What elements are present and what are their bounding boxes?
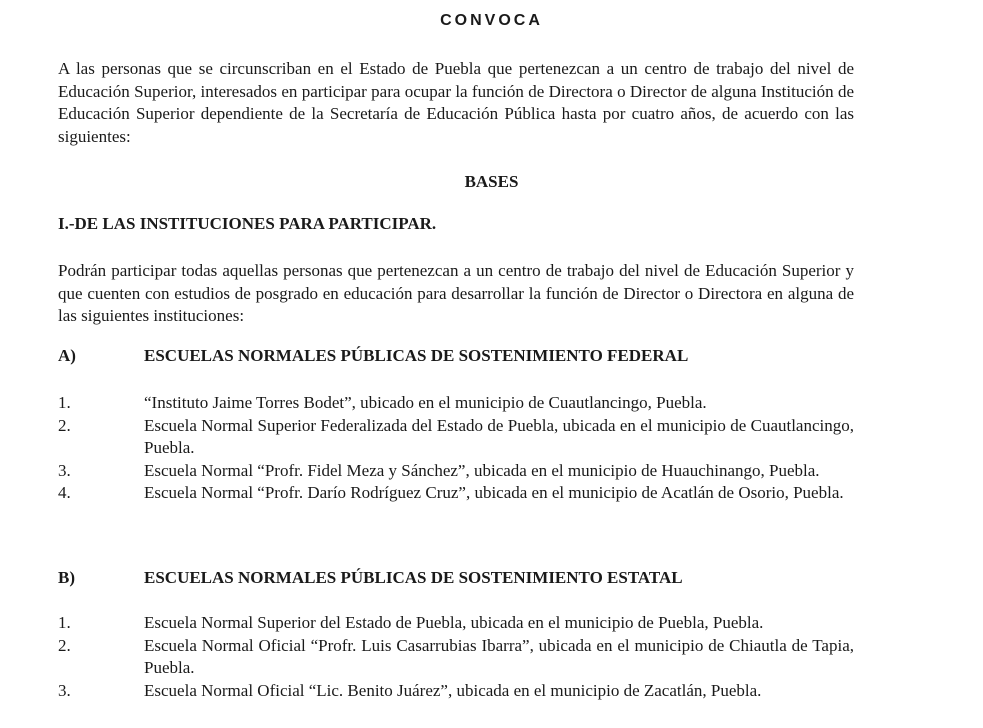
- section-b-list: [58, 612, 858, 702]
- list-item-text: Escuela Normal Superior Federalizada del Estado de Puebla, ubicada en el municipio de Cuautlancingo, Puebla.: [144, 415, 854, 458]
- list-item: [58, 460, 858, 483]
- list-item-text: Escuela Normal Superior del Estado de Puebla, ubicada en el municipio de Puebla, Puebla.: [144, 613, 764, 632]
- list-item: [58, 482, 858, 505]
- list-item-number: 3.: [58, 680, 71, 700]
- section-b-letter: B): [58, 568, 75, 587]
- bases-heading: BASES: [464, 172, 519, 191]
- section-1-paragraph: Podrán participar todas aquellas personas que pertenezcan a un centro de trabajo del nivel de Educación Superior y que cuenten con estudios de posgrado en educación para desarrollar la función de Director o Directora en alguna de las siguientes instituciones:: [58, 261, 854, 326]
- list-item: [58, 635, 858, 680]
- list-item: [58, 612, 858, 635]
- list-item-number: 4.: [58, 483, 71, 503]
- list-item: [58, 415, 858, 460]
- section-b-title: ESCUELAS NORMALES PÚBLICAS DE SOSTENIMIENTO ESTATAL: [144, 568, 683, 587]
- section-1-title: I.-DE LAS INSTITUCIONES PARA PARTICIPAR.: [58, 214, 437, 233]
- list-item-text: Escuela Normal “Profr. Darío Rodríguez Cruz”, ubicada en el municipio de Acatlán de Osorio, Puebla.: [144, 483, 844, 503]
- list-item-text: Escuela Normal Oficial “Profr. Luis Casarrubias Ibarra”, ubicada en el municipio de Chiautla de Tapia, Puebla.: [144, 635, 854, 678]
- list-item-number: 1.: [58, 613, 71, 632]
- list-item-text: “Instituto Jaime Torres Bodet”, ubicado en el municipio de Cuautlancingo, Puebla.: [144, 393, 707, 412]
- list-item-number: 2.: [58, 415, 71, 435]
- list-item-number: 3.: [58, 460, 71, 480]
- intro-paragraph: A las personas que se circunscriban en el Estado de Puebla que pertenezcan a un centro de trabajo del nivel de Educación Superior, interesados en participar para ocupar la función de Directora o Director de alguna Institución de Educación Superior dependiente de la Secretaría de Educación Pública hasta por cuatro años, de acuerdo con las siguientes:: [58, 59, 854, 146]
- list-item-text: Escuela Normal “Profr. Fidel Meza y Sánchez”, ubicada en el municipio de Huauchinango, Puebla.: [144, 460, 820, 480]
- list-item-number: 2.: [58, 635, 71, 655]
- list-item-text: Escuela Normal Oficial “Lic. Benito Juárez”, ubicada en el municipio de Zacatlán, Puebla.: [144, 680, 762, 700]
- list-item: [58, 680, 858, 703]
- list-item: [58, 392, 858, 415]
- section-a-title: ESCUELAS NORMALES PÚBLICAS DE SOSTENIMIENTO FEDERAL: [144, 346, 689, 365]
- section-a-list: [58, 392, 858, 505]
- document-title: CONVOCA: [440, 12, 543, 29]
- section-a-letter: A): [58, 346, 76, 365]
- list-item-number: 1.: [58, 393, 71, 412]
